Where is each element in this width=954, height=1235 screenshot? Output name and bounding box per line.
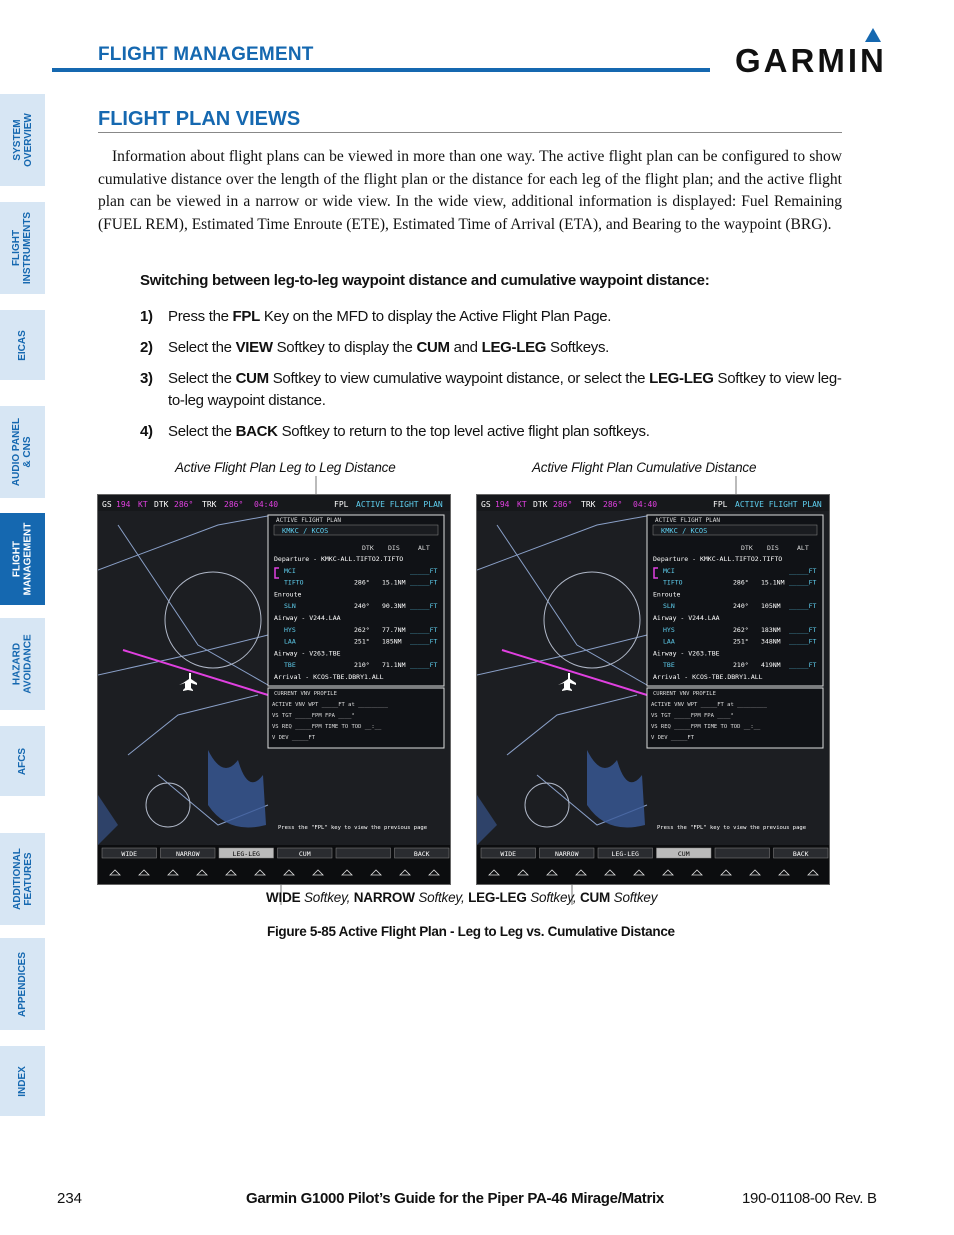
panel-title: ACTIVE FLIGHT PLAN: [655, 517, 721, 524]
vnv-row: ACTIVE VNV WPT _____FT at _________: [272, 702, 388, 708]
topbar-field: GS: [481, 500, 491, 509]
sidebar-tab-label: ADDITIONAL FEATURES: [11, 848, 34, 910]
doc-number: 190-01108-00 Rev. B: [742, 1190, 877, 1207]
mfd-screen-leg-to-leg: [97, 494, 451, 885]
topbar-field: DTK: [533, 500, 548, 509]
flight-plan-section: Airway - V263.TBE: [274, 649, 341, 658]
section-title: FLIGHT MANAGEMENT: [98, 44, 314, 65]
waypoint-id[interactable]: MCI: [663, 566, 675, 575]
page-number: 234: [57, 1190, 83, 1207]
step-3: [140, 368, 842, 412]
topbar-field: KT: [517, 500, 527, 509]
softkey-label: WIDE: [500, 850, 517, 858]
waypoint-alt: _____FT: [410, 578, 438, 587]
sidebar-tab-system-overview[interactable]: [0, 94, 45, 186]
step-number: 4): [140, 423, 153, 440]
sidebar-tab-audio-panel-cns[interactable]: [0, 406, 45, 498]
softkey-blank[interactable]: [336, 848, 391, 858]
heading-rule: [98, 132, 842, 133]
page-note: Press the "FPL" key to view the previous page: [278, 825, 428, 831]
step-text-part: Softkey to view cumulative waypoint distance, or select the: [268, 370, 650, 387]
key-name: LEG-LEG: [649, 370, 714, 387]
route-label: KMKC / KCOS: [282, 527, 329, 535]
waypoint-dis: 71.1NM: [382, 661, 406, 670]
softkey-label: NARROW: [555, 850, 579, 858]
softkey-label: LEG-LEG: [611, 850, 639, 858]
column-header: DTK: [741, 544, 753, 552]
step-text-part: Select the: [168, 423, 236, 440]
waypoint-dis: 419NM: [761, 661, 781, 670]
column-header: DIS: [388, 544, 400, 552]
topbar-field: TRK: [581, 500, 596, 509]
waypoint-dtk: 262°: [354, 625, 370, 634]
column-header: ALT: [797, 544, 809, 552]
softkey-note-key: CUM: [579, 890, 611, 905]
softkey-note-text: Softkey,: [414, 890, 469, 905]
vnv-row: V DEV _____FT: [272, 735, 316, 741]
step-text: [168, 306, 842, 328]
sidebar-tab-label: FLIGHT INSTRUMENTS: [11, 211, 34, 285]
topbar-field: TRK: [202, 500, 217, 509]
key-name: CUM: [235, 370, 269, 387]
page-heading: FLIGHT PLAN VIEWS: [98, 108, 301, 130]
step-number: 3): [140, 370, 153, 387]
intro-paragraph: Information about flight plans can be viewed in more than one way. The active flight plan can be configured to show cumulative distance over the length of the flight plan or the distance for each leg of the flight plan; and the active flight plan can be viewed in a narrow or wide view. In the wide view, additional information is displayed: Fuel Remaining (FUEL REM), Estimated Time Enroute (ETE), Estimated Time of Arrival (ETA), and Bearing to the waypoint (BRG).: [98, 148, 842, 233]
flight-plan-section: Enroute: [274, 590, 302, 599]
waypoint-id[interactable]: TBE: [663, 661, 675, 670]
garmin-delta-icon: [865, 28, 881, 42]
vnv-row: V DEV _____FT: [651, 735, 695, 741]
key-name: CUM: [416, 339, 450, 356]
softkey-note-text: Softkey: [610, 890, 658, 905]
waypoint-id[interactable]: LAA: [284, 637, 296, 646]
flight-plan-section: Departure - KMKC-ALL.TIFTO2.TIFTO: [653, 555, 783, 563]
softkey-note-text: Softkey,: [526, 890, 580, 905]
waypoint-alt: _____FT: [410, 637, 438, 646]
column-header: ALT: [418, 544, 430, 552]
waypoint-dtk: 210°: [354, 661, 370, 670]
flight-plan-section: Airway - V244.LAA: [653, 614, 720, 622]
sidebar-tab-label: HAZARD AVOIDANCE: [11, 634, 34, 694]
step-text-part: and: [449, 339, 482, 356]
sidebar-tab-label: EICAS: [17, 329, 28, 361]
page-note: Press the "FPL" key to view the previous page: [657, 825, 807, 831]
sidebar-tab-label: INDEX: [17, 1065, 28, 1097]
waypoint-id[interactable]: TIFTO: [284, 578, 304, 587]
sidebar-tab-additional-features[interactable]: [0, 833, 45, 925]
topbar-field: KT: [138, 500, 148, 509]
caption-leg-to-leg: Active Flight Plan Leg to Leg Distance: [175, 460, 396, 475]
waypoint-id[interactable]: LAA: [663, 637, 675, 646]
topbar-field: ACTIVE FLIGHT PLAN: [735, 500, 822, 509]
panel-title: ACTIVE FLIGHT PLAN: [276, 517, 342, 524]
waypoint-dis: 77.7NM: [382, 625, 406, 634]
flight-plan-section: Airway - V244.LAA: [274, 614, 341, 622]
garmin-wordmark: GARMIN: [735, 42, 887, 78]
flight-plan-section: Arrival - KCOS-TBE.DBRY1.ALL: [653, 673, 763, 681]
waypoint-alt: _____FT: [789, 661, 817, 670]
waypoint-dis: 15.1NM: [382, 578, 406, 587]
waypoint-dis: 348NM: [761, 637, 781, 646]
topbar-field: FPL: [713, 500, 728, 509]
sidebar-tab-flight-management[interactable]: [0, 513, 45, 605]
waypoint-dis: 185NM: [382, 637, 402, 646]
sidebar-tab-flight-instruments[interactable]: [0, 202, 45, 294]
topbar-field: GS: [102, 500, 112, 509]
vnv-row: VS TGT _____FPM FPA ____°: [272, 713, 355, 719]
waypoint-dtk: 240°: [733, 602, 749, 611]
step-text-part: Softkeys.: [546, 339, 610, 356]
softkey-note-key: LEG-LEG: [468, 890, 527, 905]
waypoint-dtk: 251°: [354, 637, 370, 646]
waypoint-id[interactable]: SLN: [284, 602, 296, 611]
softkey-note-text: Softkey,: [300, 890, 354, 905]
waypoint-dis: 15.1NM: [761, 578, 785, 587]
step-text-part: Key on the MFD to display the Active Flight Plan Page.: [259, 308, 612, 325]
sidebar-tab-label: FLIGHT MANAGEMENT: [11, 522, 34, 596]
topbar-field: 04:40: [633, 500, 658, 509]
sidebar-tab-eicas[interactable]: [0, 310, 45, 380]
waypoint-id[interactable]: HYS: [284, 625, 296, 634]
vnv-row: VS REQ _____FPM TIME TO TOD __:__: [272, 724, 382, 730]
topbar-field: FPL: [334, 500, 349, 509]
waypoint-alt: _____FT: [789, 566, 817, 575]
topbar-field: 286°: [224, 500, 244, 509]
topbar-field: 286°: [174, 500, 194, 509]
step-text-part: Softkey to return to the top level active flight plan softkeys.: [277, 423, 650, 440]
step-text-part: Press the: [168, 308, 233, 325]
step-text: [168, 421, 842, 443]
softkey-note-key: NARROW: [353, 890, 415, 905]
waypoint-id[interactable]: SLN: [663, 602, 675, 611]
key-name: VIEW: [235, 339, 273, 356]
topbar-field: 286°: [553, 500, 573, 509]
flight-plan-section: Airway - V263.TBE: [653, 649, 720, 658]
step-number: 2): [140, 339, 153, 356]
step-text-part: Softkey to display the: [272, 339, 417, 356]
step-1: [140, 306, 842, 328]
flight-plan-section: Enroute: [653, 590, 681, 599]
topbar-field: DTK: [154, 500, 169, 509]
sidebar-tab-label: SYSTEM OVERVIEW: [11, 113, 34, 167]
topbar-field: ACTIVE FLIGHT PLAN: [356, 500, 443, 509]
mfd-screen-cumulative: [476, 494, 830, 885]
softkey-label: NARROW: [176, 850, 200, 858]
softkey-note-key: WIDE: [266, 890, 301, 905]
waypoint-alt: _____FT: [410, 625, 438, 634]
step-number: 1): [140, 308, 153, 325]
sidebar-tab-index[interactable]: [0, 1046, 45, 1116]
step-2: [140, 337, 842, 359]
softkey-label: CUM: [298, 850, 311, 858]
key-name: FPL: [232, 308, 260, 325]
vnv-row: VS TGT _____FPM FPA ____°: [651, 713, 734, 719]
sidebar-tab-hazard-avoidance[interactable]: [0, 618, 45, 710]
sidebar-tab-label: AUDIO PANEL & CNS: [11, 417, 34, 487]
waypoint-dtk: 286°: [354, 578, 370, 587]
step-text-part: Select the: [168, 370, 236, 387]
waypoint-id[interactable]: HYS: [663, 625, 675, 634]
column-header: DIS: [767, 544, 779, 552]
sidebar-tab-label: AFCS: [16, 747, 28, 775]
header-rule: [52, 68, 710, 72]
sidebar-tab-label: APPENDICES: [17, 951, 29, 1017]
softkey-note: [266, 890, 657, 905]
topbar-field: 194: [495, 500, 510, 509]
sidebar-tab-appendices[interactable]: [0, 938, 45, 1030]
vnv-title: CURRENT VNV PROFILE: [274, 691, 337, 697]
step-text: [168, 337, 842, 359]
topbar-field: 194: [116, 500, 131, 509]
garmin-logo: [735, 28, 900, 78]
waypoint-dtk: 210°: [733, 661, 749, 670]
caption-cumulative: Active Flight Plan Cumulative Distance: [532, 460, 757, 475]
topbar-field: 286°: [603, 500, 623, 509]
flight-plan-section: Arrival - KCOS-TBE.DBRY1.ALL: [274, 673, 384, 681]
softkey-label: LEG-LEG: [232, 850, 260, 858]
waypoint-alt: _____FT: [789, 625, 817, 634]
flight-plan-section: Departure - KMKC-ALL.TIFTO2.TIFTO: [274, 555, 404, 563]
waypoint-dtk: 251°: [733, 637, 749, 646]
waypoint-dtk: 262°: [733, 625, 749, 634]
waypoint-alt: _____FT: [789, 602, 817, 611]
waypoint-dtk: 286°: [733, 578, 749, 587]
softkey-label: CUM: [677, 850, 690, 858]
waypoint-dtk: 240°: [354, 602, 370, 611]
waypoint-alt: _____FT: [789, 637, 817, 646]
figure-caption: Figure 5-85 Active Flight Plan - Leg to Leg vs. Cumulative Distance: [267, 924, 675, 939]
vnv-row: VS REQ _____FPM TIME TO TOD __:__: [651, 724, 761, 730]
step-text: [168, 368, 842, 412]
step-4: [140, 421, 842, 443]
waypoint-id[interactable]: MCI: [284, 566, 296, 575]
softkey-label: BACK: [792, 850, 809, 858]
softkey-blank[interactable]: [715, 848, 770, 858]
vnv-row: ACTIVE VNV WPT _____FT at _________: [651, 702, 767, 708]
waypoint-id[interactable]: TBE: [284, 661, 296, 670]
route-label: KMKC / KCOS: [661, 527, 708, 535]
step-text-part: Softkey to view leg-to-leg waypoint distance.: [168, 370, 842, 409]
topbar-field: 04:40: [254, 500, 279, 509]
softkey-label: WIDE: [121, 850, 138, 858]
sidebar-tab-afcs[interactable]: [0, 726, 45, 796]
waypoint-alt: _____FT: [410, 661, 438, 670]
waypoint-dis: 90.3NM: [382, 602, 406, 611]
waypoint-alt: _____FT: [789, 578, 817, 587]
waypoint-dis: 183NM: [761, 625, 781, 634]
waypoint-alt: _____FT: [410, 566, 438, 575]
waypoint-alt: _____FT: [410, 602, 438, 611]
softkey-label: BACK: [413, 850, 430, 858]
step-text-part: Select the: [168, 339, 236, 356]
procedure-title: Switching between leg-to-leg waypoint distance and cumulative waypoint distance:: [140, 272, 710, 289]
vnv-title: CURRENT VNV PROFILE: [653, 691, 716, 697]
column-header: DTK: [362, 544, 374, 552]
footer-title: Garmin G1000 Pilot’s Guide for the Piper PA-46 Mirage/Matrix: [246, 1190, 664, 1207]
waypoint-id[interactable]: TIFTO: [663, 578, 683, 587]
waypoint-dis: 105NM: [761, 602, 781, 611]
key-name: LEG-LEG: [481, 339, 547, 356]
key-name: BACK: [235, 423, 278, 440]
